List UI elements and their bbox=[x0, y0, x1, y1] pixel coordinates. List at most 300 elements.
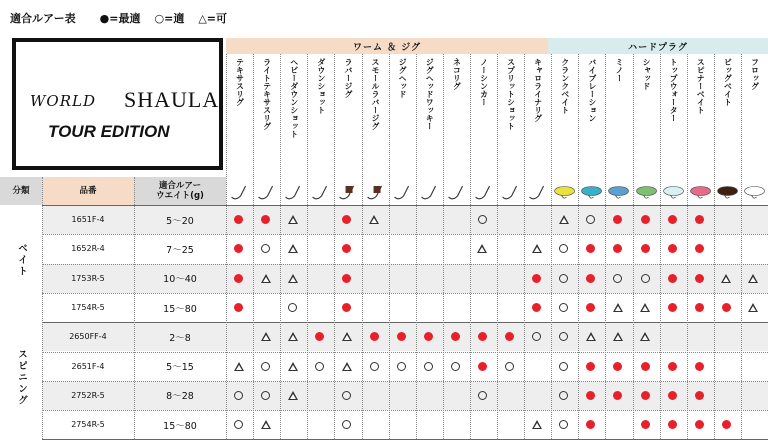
best-mark-icon bbox=[668, 244, 677, 253]
best-mark-icon bbox=[695, 303, 704, 312]
rating-cell bbox=[687, 410, 714, 439]
rating-cell bbox=[687, 234, 714, 263]
ok-mark-icon bbox=[315, 362, 324, 371]
rating-cell bbox=[660, 322, 687, 351]
column-divider bbox=[470, 54, 471, 439]
column-divider bbox=[660, 54, 661, 439]
rating-cell bbox=[605, 234, 632, 263]
rating-cell bbox=[334, 410, 361, 439]
best-mark-icon bbox=[342, 303, 351, 312]
rating-cell bbox=[470, 352, 497, 381]
rating-cell bbox=[578, 205, 605, 234]
rating-cell bbox=[280, 410, 307, 439]
rating-cell bbox=[253, 293, 280, 322]
best-mark-icon bbox=[668, 303, 677, 312]
fair-mark-icon bbox=[586, 332, 596, 341]
rating-cell bbox=[443, 234, 470, 263]
ok-mark-icon bbox=[559, 303, 568, 312]
rating-cell bbox=[551, 205, 578, 234]
ok-mark-icon bbox=[505, 362, 514, 371]
rating-cell bbox=[362, 322, 389, 351]
rating-cell bbox=[307, 410, 334, 439]
column-header: ライトテキサスリグ bbox=[262, 58, 272, 130]
best-mark-icon bbox=[397, 332, 406, 341]
legend-ok bbox=[155, 10, 185, 26]
best-mark-icon bbox=[668, 362, 677, 371]
lure-illustration bbox=[307, 177, 334, 205]
lure-illustration bbox=[605, 177, 632, 205]
rating-cell bbox=[605, 205, 632, 234]
best-mark-icon bbox=[586, 274, 595, 283]
lure-illustration bbox=[280, 177, 307, 205]
model-cell: 1652R-4 bbox=[71, 244, 105, 254]
best-mark-icon bbox=[668, 420, 677, 429]
weight-cell: 15～80 bbox=[163, 420, 197, 432]
best-mark-icon bbox=[695, 420, 704, 429]
best-mark-icon bbox=[695, 244, 704, 253]
rating-cell bbox=[416, 352, 443, 381]
rating-cell bbox=[334, 234, 361, 263]
lure-illustration bbox=[416, 177, 443, 205]
rating-cell bbox=[605, 293, 632, 322]
rating-cell bbox=[253, 352, 280, 381]
logo-line1: WORLD bbox=[30, 92, 96, 110]
rating-cell bbox=[443, 352, 470, 381]
rating-cell bbox=[416, 322, 443, 351]
rating-cell bbox=[416, 381, 443, 410]
lure-icon bbox=[253, 177, 280, 205]
rating-cell bbox=[470, 234, 497, 263]
rating-cell bbox=[714, 322, 741, 351]
ok-mark-icon bbox=[451, 362, 460, 371]
row-divider bbox=[0, 439, 768, 440]
column-divider bbox=[334, 54, 335, 439]
rating-cell bbox=[741, 234, 768, 263]
ok-mark-icon bbox=[234, 420, 243, 429]
column-header: ミノー bbox=[614, 58, 624, 82]
ok-mark-icon bbox=[288, 303, 297, 312]
lure-illustration bbox=[362, 177, 389, 205]
rating-cell bbox=[362, 264, 389, 293]
rating-cell bbox=[362, 205, 389, 234]
rating-cell bbox=[334, 352, 361, 381]
rating-cell bbox=[307, 264, 334, 293]
rating-cell bbox=[470, 205, 497, 234]
rating-cell bbox=[524, 293, 551, 322]
fair-mark-icon bbox=[261, 274, 271, 283]
fair-mark-icon bbox=[261, 332, 271, 341]
ok-mark-icon bbox=[261, 391, 270, 400]
fair-mark-icon bbox=[234, 362, 244, 371]
product-logo bbox=[12, 38, 223, 170]
best-mark-icon bbox=[451, 332, 460, 341]
rating-cell bbox=[714, 352, 741, 381]
rating-cell bbox=[226, 381, 253, 410]
fair-mark-icon bbox=[342, 362, 352, 371]
column-divider bbox=[253, 54, 254, 439]
rating-cell bbox=[578, 234, 605, 263]
header-category: 分類 bbox=[0, 177, 42, 205]
rating-cell bbox=[443, 322, 470, 351]
fair-mark-icon bbox=[288, 362, 298, 371]
rating-cell bbox=[687, 322, 714, 351]
model-cell: 2754R-5 bbox=[71, 420, 105, 430]
best-mark-icon bbox=[532, 274, 541, 283]
rating-cell bbox=[389, 352, 416, 381]
model-cell: 1753R-5 bbox=[71, 273, 105, 283]
model-cell: 2752R-5 bbox=[71, 390, 105, 400]
rating-cell bbox=[226, 234, 253, 263]
column-header: ヘビーダウンショット bbox=[289, 58, 299, 138]
header-divider bbox=[0, 205, 768, 206]
lure-illustration bbox=[551, 177, 578, 205]
lure-icon bbox=[551, 177, 578, 205]
rating-cell bbox=[443, 293, 470, 322]
column-header: ネコリグ bbox=[452, 58, 462, 90]
rating-cell bbox=[633, 205, 660, 234]
best-mark-icon bbox=[641, 362, 650, 371]
rating-cell bbox=[362, 293, 389, 322]
rating-cell bbox=[280, 293, 307, 322]
lure-icon bbox=[470, 177, 497, 205]
rating-cell bbox=[226, 293, 253, 322]
ok-mark-icon bbox=[370, 362, 379, 371]
rating-cell bbox=[660, 264, 687, 293]
rating-cell bbox=[551, 322, 578, 351]
rating-cell bbox=[280, 205, 307, 234]
lure-illustration bbox=[524, 177, 551, 205]
rating-cell bbox=[551, 352, 578, 381]
rating-cell bbox=[497, 352, 524, 381]
column-divider bbox=[605, 54, 606, 439]
lure-illustration bbox=[389, 177, 416, 205]
rating-cell bbox=[633, 381, 660, 410]
best-mark-icon bbox=[234, 215, 243, 224]
best-mark-icon bbox=[342, 244, 351, 253]
rating-cell bbox=[660, 352, 687, 381]
rating-cell bbox=[524, 352, 551, 381]
rating-cell bbox=[334, 381, 361, 410]
rating-cell bbox=[280, 322, 307, 351]
column-divider bbox=[362, 54, 363, 439]
ok-mark-icon bbox=[586, 215, 595, 224]
rating-cell bbox=[226, 322, 253, 351]
lure-icon bbox=[741, 177, 768, 205]
fair-mark-icon bbox=[288, 332, 298, 341]
rating-cell bbox=[362, 234, 389, 263]
best-mark-icon bbox=[695, 362, 704, 371]
fair-mark-icon bbox=[288, 215, 298, 224]
rating-cell bbox=[497, 234, 524, 263]
rating-cell bbox=[334, 322, 361, 351]
rating-cell bbox=[551, 293, 578, 322]
rating-cell bbox=[741, 264, 768, 293]
column-header: スプリットショット bbox=[506, 58, 516, 130]
fair-mark-icon bbox=[288, 244, 298, 253]
column-divider bbox=[307, 54, 308, 439]
rating-cell bbox=[443, 264, 470, 293]
model-cell: 2651F-4 bbox=[71, 361, 105, 371]
lure-icon bbox=[633, 177, 660, 205]
best-mark-icon bbox=[342, 215, 351, 224]
group-hard-plug: ハードプラグ bbox=[548, 38, 768, 54]
column-header: ラバージグ bbox=[343, 58, 353, 98]
legend-fair-text: △=可 bbox=[198, 12, 228, 25]
rating-cell bbox=[605, 322, 632, 351]
best-mark-icon bbox=[668, 391, 677, 400]
best-mark-icon bbox=[586, 303, 595, 312]
best-mark-icon bbox=[668, 215, 677, 224]
ok-mark-icon bbox=[261, 244, 270, 253]
rating-cell bbox=[524, 205, 551, 234]
rating-cell bbox=[226, 264, 253, 293]
rating-cell bbox=[389, 205, 416, 234]
column-divider bbox=[443, 54, 444, 439]
column-divider bbox=[714, 54, 715, 439]
lure-icon bbox=[362, 177, 389, 205]
ok-mark-icon bbox=[478, 391, 487, 400]
rating-cell bbox=[307, 322, 334, 351]
rating-cell bbox=[714, 410, 741, 439]
lure-icon bbox=[578, 177, 605, 205]
rating-cell bbox=[280, 234, 307, 263]
column-divider bbox=[551, 54, 552, 439]
group-worm-jig: ワーム ＆ ジグ bbox=[226, 38, 548, 54]
logo-line2: SHAULA bbox=[124, 87, 220, 112]
lure-icon bbox=[660, 177, 687, 205]
column-header: ダウンショット bbox=[316, 58, 326, 114]
rating-cell bbox=[416, 410, 443, 439]
rating-cell bbox=[307, 205, 334, 234]
rating-cell bbox=[334, 205, 361, 234]
best-mark-icon bbox=[586, 391, 595, 400]
ok-mark-icon bbox=[342, 391, 351, 400]
rating-cell bbox=[660, 381, 687, 410]
rating-cell bbox=[551, 381, 578, 410]
rating-cell bbox=[416, 264, 443, 293]
rating-cell bbox=[605, 410, 632, 439]
rating-cell bbox=[416, 234, 443, 263]
lure-illustration bbox=[226, 177, 253, 205]
weight-cell: 15～80 bbox=[163, 303, 197, 315]
best-mark-icon bbox=[695, 215, 704, 224]
rating-cell bbox=[470, 410, 497, 439]
ok-mark-icon bbox=[559, 244, 568, 253]
best-mark-icon bbox=[261, 215, 270, 224]
weight-cell: 5～20 bbox=[166, 215, 194, 227]
rating-cell bbox=[253, 264, 280, 293]
rating-cell bbox=[253, 234, 280, 263]
weight-cell: 2～8 bbox=[169, 332, 191, 344]
lure-illustration bbox=[687, 177, 714, 205]
weight-cell: 7～25 bbox=[166, 244, 194, 256]
rating-cell bbox=[551, 234, 578, 263]
rating-cell bbox=[307, 293, 334, 322]
rating-cell bbox=[389, 234, 416, 263]
column-header: ジグヘッドワッキー bbox=[425, 58, 435, 130]
lure-illustration bbox=[741, 177, 768, 205]
rating-cell bbox=[497, 264, 524, 293]
rating-cell bbox=[389, 410, 416, 439]
rating-cell bbox=[362, 381, 389, 410]
legend-fair bbox=[198, 10, 227, 26]
rating-cell bbox=[741, 293, 768, 322]
column-divider bbox=[524, 54, 525, 439]
best-mark-icon bbox=[641, 391, 650, 400]
best-mark-icon bbox=[532, 303, 541, 312]
best-mark-icon bbox=[586, 244, 595, 253]
legend-title: 適合ルアー表 bbox=[10, 12, 76, 25]
rating-cell bbox=[362, 352, 389, 381]
rating-cell bbox=[551, 264, 578, 293]
lure-icon bbox=[334, 177, 361, 205]
rating-cell bbox=[470, 381, 497, 410]
fair-mark-icon bbox=[532, 244, 542, 253]
ok-mark-icon bbox=[234, 391, 243, 400]
model-cell: 2650FF-4 bbox=[69, 332, 107, 342]
rating-cell bbox=[741, 410, 768, 439]
rating-cell bbox=[714, 293, 741, 322]
fair-mark-icon bbox=[748, 303, 758, 312]
rating-cell bbox=[633, 352, 660, 381]
best-mark-icon bbox=[695, 391, 704, 400]
best-mark-icon bbox=[370, 332, 379, 341]
rating-cell bbox=[307, 234, 334, 263]
category-bait bbox=[0, 205, 42, 315]
rating-cell bbox=[578, 264, 605, 293]
fair-mark-icon bbox=[640, 332, 650, 341]
rating-cell bbox=[307, 352, 334, 381]
ok-mark-icon bbox=[342, 420, 351, 429]
column-divider bbox=[497, 54, 498, 439]
ok-mark-icon bbox=[559, 362, 568, 371]
best-mark-icon bbox=[478, 362, 487, 371]
legend-best-text: ●=最適 bbox=[99, 12, 141, 25]
rating-cell bbox=[633, 234, 660, 263]
rating-cell bbox=[741, 352, 768, 381]
weight-cell: 10～40 bbox=[163, 274, 197, 286]
column-header: トップウォーター bbox=[669, 58, 679, 122]
rating-cell bbox=[524, 381, 551, 410]
lure-illustration bbox=[253, 177, 280, 205]
rating-cell bbox=[307, 381, 334, 410]
ok-mark-icon bbox=[559, 274, 568, 283]
best-mark-icon bbox=[641, 215, 650, 224]
rating-cell bbox=[687, 264, 714, 293]
header-weight: 適合ルアー ウエイト(g) bbox=[134, 177, 226, 205]
ok-mark-icon bbox=[261, 362, 270, 371]
lure-icon bbox=[443, 177, 470, 205]
best-mark-icon bbox=[722, 303, 731, 312]
rating-cell bbox=[578, 410, 605, 439]
fair-mark-icon bbox=[477, 244, 487, 253]
rating-cell bbox=[226, 205, 253, 234]
rating-cell bbox=[280, 352, 307, 381]
rating-cell bbox=[497, 205, 524, 234]
column-header: テキサスリグ bbox=[235, 58, 245, 106]
rating-cell bbox=[280, 264, 307, 293]
rating-cell bbox=[551, 410, 578, 439]
fair-mark-icon bbox=[721, 274, 731, 283]
column-header: ビッグベイト bbox=[723, 58, 733, 106]
rating-cell bbox=[226, 410, 253, 439]
best-mark-icon bbox=[478, 332, 487, 341]
ok-mark-icon bbox=[559, 420, 568, 429]
fair-mark-icon bbox=[342, 332, 352, 341]
weight-cell: 8～28 bbox=[166, 391, 194, 403]
lure-icon bbox=[524, 177, 551, 205]
lure-illustration bbox=[714, 177, 741, 205]
rating-cell bbox=[524, 264, 551, 293]
column-header: バイブレーション bbox=[587, 58, 597, 122]
best-mark-icon bbox=[613, 215, 622, 224]
lure-illustration bbox=[443, 177, 470, 205]
best-mark-icon bbox=[234, 244, 243, 253]
best-mark-icon bbox=[342, 274, 351, 283]
column-divider bbox=[280, 54, 281, 439]
rating-cell bbox=[470, 322, 497, 351]
best-mark-icon bbox=[315, 332, 324, 341]
rating-cell bbox=[578, 293, 605, 322]
best-mark-icon bbox=[234, 274, 243, 283]
rating-cell bbox=[416, 293, 443, 322]
rating-cell bbox=[253, 381, 280, 410]
rating-cell bbox=[741, 381, 768, 410]
fair-mark-icon bbox=[261, 420, 271, 429]
rating-cell bbox=[524, 234, 551, 263]
rating-cell bbox=[633, 293, 660, 322]
rating-cell bbox=[497, 381, 524, 410]
best-mark-icon bbox=[613, 362, 622, 371]
column-header: キャロライナリグ bbox=[533, 58, 543, 122]
rating-cell bbox=[389, 322, 416, 351]
fair-mark-icon bbox=[613, 332, 623, 341]
column-divider bbox=[687, 54, 688, 439]
rating-cell bbox=[443, 381, 470, 410]
rating-cell bbox=[443, 410, 470, 439]
rating-cell bbox=[253, 205, 280, 234]
rating-cell bbox=[633, 410, 660, 439]
best-mark-icon bbox=[641, 244, 650, 253]
rating-cell bbox=[578, 322, 605, 351]
lure-illustration bbox=[633, 177, 660, 205]
category-spinning bbox=[0, 315, 42, 440]
best-mark-icon bbox=[234, 303, 243, 312]
header-model: 品番 bbox=[42, 177, 134, 205]
rating-cell bbox=[714, 205, 741, 234]
rating-cell bbox=[605, 264, 632, 293]
rating-cell bbox=[389, 381, 416, 410]
rating-cell bbox=[334, 264, 361, 293]
column-header: スピナーベイト bbox=[696, 58, 706, 114]
best-mark-icon bbox=[668, 274, 677, 283]
rating-cell bbox=[660, 205, 687, 234]
ok-mark-icon bbox=[641, 274, 650, 283]
rating-cell bbox=[497, 293, 524, 322]
best-mark-icon bbox=[613, 391, 622, 400]
rating-cell bbox=[687, 293, 714, 322]
ok-mark-icon bbox=[532, 332, 541, 341]
rating-cell bbox=[497, 410, 524, 439]
column-divider bbox=[741, 54, 742, 439]
lure-icon bbox=[307, 177, 334, 205]
fair-mark-icon bbox=[748, 274, 758, 283]
fair-mark-icon bbox=[640, 303, 650, 312]
best-mark-icon bbox=[695, 274, 704, 283]
best-mark-icon bbox=[505, 332, 514, 341]
rating-cell bbox=[226, 352, 253, 381]
ok-mark-icon bbox=[559, 332, 568, 341]
